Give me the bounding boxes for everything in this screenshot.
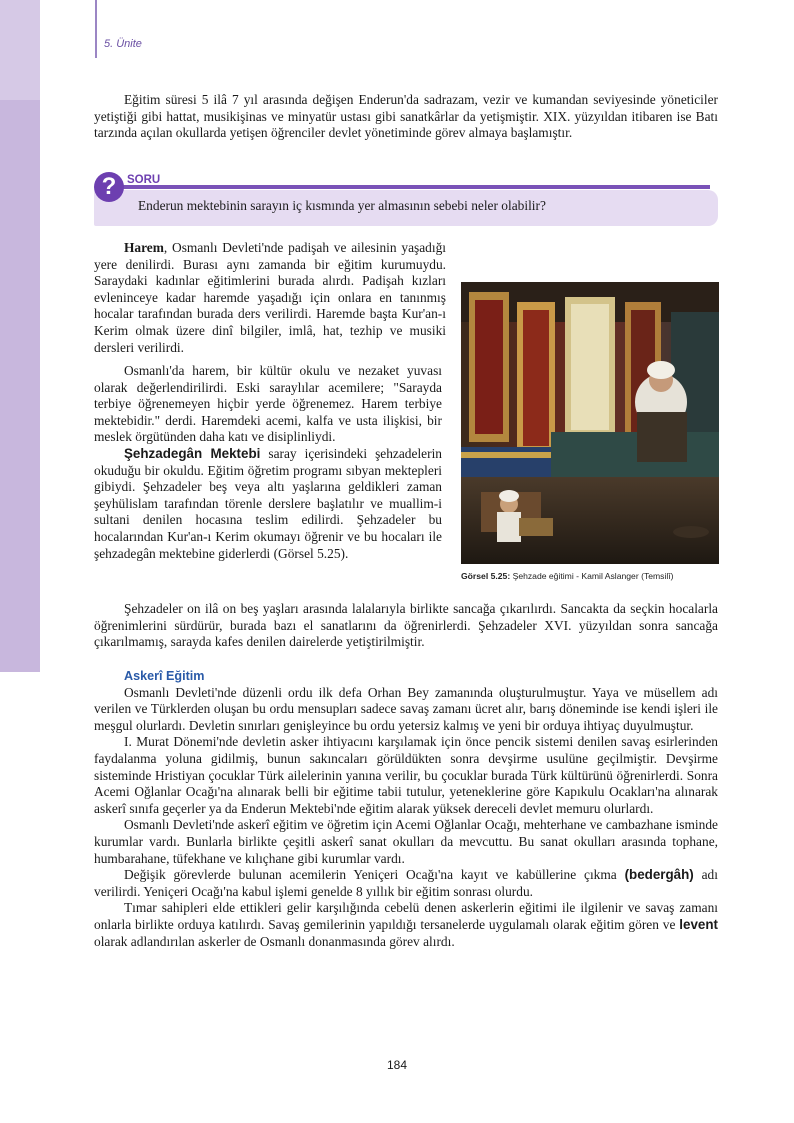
side-band-top [0,0,40,100]
military-paragraph-3: Osmanlı Devleti'nde askerî eğitim ve öğretim için Acemi Oğlanlar Ocağı, mehterhane ve cambazhane isminde kurumlar vardı. Bunlarla birlikte çeşitli askerî sanat okulları da mevcuttu. Bu sanat okulları arasında tophane, humbarahane, tüfekhane ve kılıçhane gibi kurumlar vardı. [94,817,718,866]
painting-image [461,282,719,564]
military-section [94,668,718,950]
left-column-lower [94,363,442,562]
military-p5-b: olarak adlandırılan askerler de Osmanlı donanmasında görev alırdı. [94,933,455,949]
sehzade-paragraph-1 [94,446,442,562]
question-bar [96,185,710,189]
caption-label: Görsel 5.25: [461,571,511,581]
figure-caption [461,571,674,581]
unit-label: 5. Ünite [104,38,142,50]
harem-term: Harem [124,240,164,255]
intro-paragraph: Eğitim süresi 5 ilâ 7 yıl arasında değişen Enderun'da sadrazam, vezir ve kumandan seviyesinde yöneticiler yetiştiği gibi hattat, musikişinas ve minyatür ustası gibi sanatkârlar da yetişmiştir. XIX. yüzyıldan itibaren ise Batı tarzında açılan okullarda yetişen öğrenciler devlet yönetiminde görev almaya başlamıştır. [94,92,718,141]
sehzade-paragraph-2: Şehzadeler on ilâ on beş yaşları arasında lalalarıyla birlikte sancağa çıkarılırdı. Sancakta da seçkin hocalarla öğrenimlerini sürdürür, burada bazı el sanatlarını da öğrenirlerdi. Şehzadeler XVI. yüzyıldan sonra sancağa çıkarılmamış, sarayda kafes denilen dairelerde yetiştirilmiştir. [94,601,718,650]
sehzade-p1-text: saray içerisindeki şehzadelerin okuduğu bir okuldu. Eğitim öğretim programı sıbyan mektepleri gibiydi. Şehzadeler beş veya altı yaşlarına geldikleri zaman şeyhülislam tarafından törenle derslere başlatılır ve muallim-i sultani denilen hocasına teslim edilirdi. Şehzadeler bu hocalarından Kur'an-ı Kerim okumayı öğrenir ve bu hocaları ile şehzadegân mektebine giderlerdi (Görsel 5.25). [94,445,442,561]
harem-p1-text: , Osmanlı Devleti'nde padişah ve ailesinin yaşadığı yere denilirdi. Burası aynı zamanda bir eğitim kurumuydu. Saraydaki kadınlar eğitimlerini burada alırdı. Padişah kızları evleninceye kadar haremde yaşadığı için onlara en tanınmış hocalar tarafından burada ders verilirdi. Haremde başta Kur'an-ı Kerim olmak üzere dinî bilgiler, imlâ, hat, tezhip ve musiki dersleri verilirdi. [94,240,446,355]
sehzade-term: Şehzadegân Mektebi [124,445,261,461]
bedergah-term: (bedergâh) [624,867,694,883]
question-label: SORU [127,174,161,186]
caption-text: Şehzade eğitimi - Kamil Aslanger (Temsilî) [510,571,674,581]
side-band [0,0,40,672]
military-p4-a: Değişik görevlerde bulunan acemilerin Yeniçeri Ocağı'na kayıt ve kabüllerine çıkma [124,867,625,883]
military-p5-a: Tımar sahipleri elde ettikleri gelir karşılığında cebelü denen askerlerin eğitimi ile ilgilenir ve savaş zamanı onlarla birlikte orduya katılırdı. Savaş gemilerinin yapıldığı tersanelerde uygulamalı olarak eğitim gören ve [94,900,718,932]
military-paragraph-4 [94,867,718,900]
harem-paragraph-2: Osmanlı'da harem, bir kültür okulu ve nezaket yuvası olarak değerlendirilirdi. Eski saraylılar acemilere; "Sarayda terbiye öğrenemeyen hiçbir yerde öğrenemez. Harem terbiye mektebidir." derdi. Haremdeki acemi, kalfa ve usta ilişkisi, bir meslek örgütünden daha katı ve disiplinliydi. [94,363,442,445]
military-p4-b: adı verilirdi. Yeniçeri Ocağı'na kabul işlemi genelde 8 yıllık bir eğitim sonrası olurdu. [94,867,718,899]
military-paragraph-1: Osmanlı Devleti'nde düzenli ordu ilk defa Orhan Bey zamanında oluşturulmuştur. Yaya ve müsellem adı verilen ve Türklerden oluşan bu ordu mensupları sadece savaş zamanı ücret alır, barış döneminde ise kendi işleri ile meşgul olurlardı. Devletin sınırları genişleyince bu ordu yetersiz kalmış ve yeni bir orduya ihtiyaç duyulmuştur. [94,684,718,733]
unit-divider [95,0,97,58]
military-paragraph-2: I. Murat Dönemi'nde devletin asker ihtiyacını karşılamak için önce pencik sistemi denilen savaş esirlerinden faydalanma yoluna gidilmiş, bunun sakıncaları görüldükten sonra devşirme usulüne geçilmiştir. Devşirme sisteminde Hristiyan çocuklar Türk ailelerinin yanına verilir, bu çocuklar burada Türk kültürünü öğrenirlerdi. Sonra Acemi Oğlanlar Ocağı'na alınarak belli bir eğitime tabii tutulur, yeteneklerine göre Kapıkulu Ocakları'na alınarak askerî sınıfa geçerler ya da Enderun Mektebi'nde eğitim alarak yüksek dereceli devlet memuru olurlardı. [94,734,718,816]
question-text: Enderun mektebinin sarayın iç kısmında yer almasının sebebi neler olabilir? [138,198,546,213]
military-paragraph-5 [94,900,718,950]
question-mark-icon: ? [94,172,124,202]
levent-term: levent [679,916,718,932]
page-number: 184 [386,1058,408,1072]
military-title: Askerî Eğitim [124,669,205,683]
